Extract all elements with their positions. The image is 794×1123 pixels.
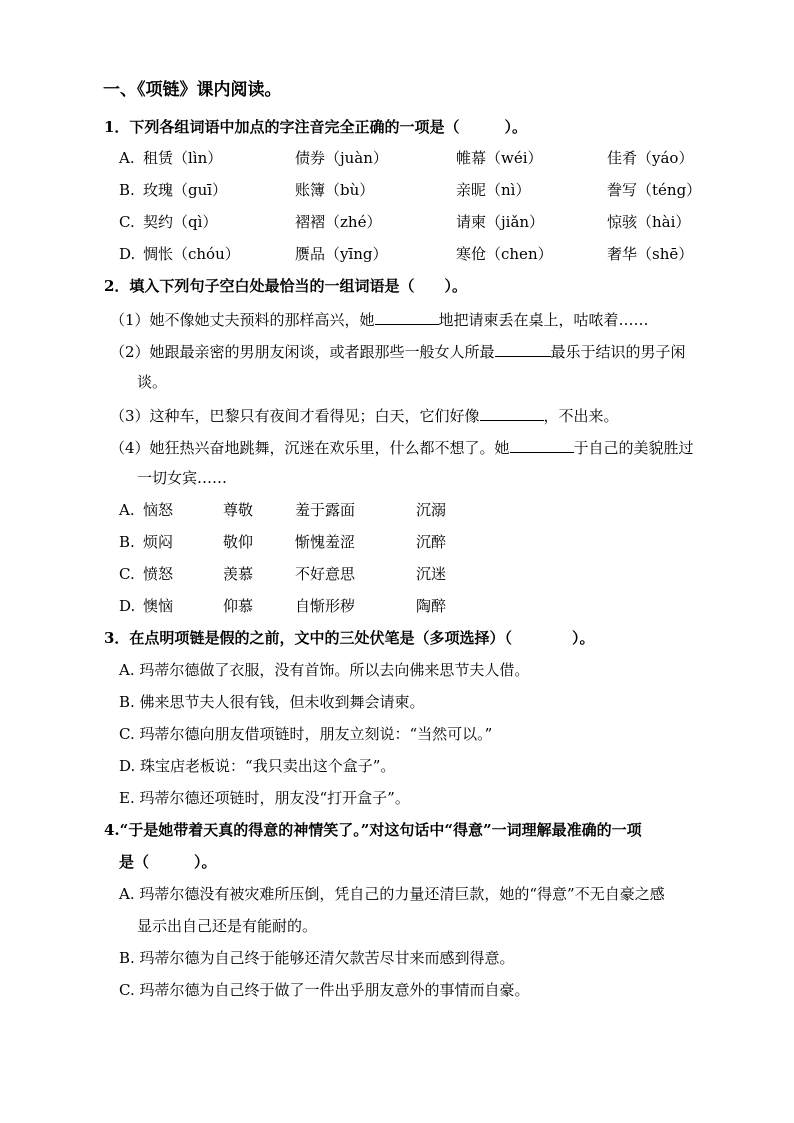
option-item: 惊骇（hài） <box>607 213 691 231</box>
q3-option-a: A. 玛蒂尔德做了衣服，没有首饰。所以去向佛来思节夫人借。 <box>119 661 530 679</box>
q3-option-d: D. 珠宝店老板说：“我只卖出这个盒子”。 <box>119 757 396 775</box>
option-item: 账簿（bù） <box>295 181 375 199</box>
q2-sentence-4 <box>110 436 694 458</box>
option-item: 奢华（shē） <box>607 245 694 263</box>
question-4-stem-cont: 是（ ）。 <box>119 853 217 871</box>
option-item: 惆怅（chóu） <box>143 245 240 263</box>
option-item: 寒伧（chen） <box>456 245 553 263</box>
option-item: 租赁（lìn） <box>143 149 223 167</box>
option-item: 誊写（téng） <box>607 181 702 199</box>
option-label: C. <box>119 565 135 583</box>
sentence-text: （2）她跟最亲密的男朋友闲谈，或者跟那些一般女人所最 <box>110 343 495 361</box>
sentence-text: （3）这种车，巴黎只有夜间才看得见；白天，它们好像 <box>110 407 480 425</box>
option-item: 债券（juàn） <box>295 149 388 167</box>
option-item: 愤怒 <box>143 565 174 583</box>
option-item: 烦闷 <box>143 533 174 551</box>
sentence-text: （1）她不像她丈夫预料的那样高兴，她 <box>110 311 375 329</box>
option-item: 恼怒 <box>143 501 174 519</box>
q3-option-c: C. 玛蒂尔德向朋友借项链时，朋友立刻说：“当然可以。” <box>119 725 493 743</box>
q4-option-c: C. 玛蒂尔德为自己终于做了一件出乎朋友意外的事情而自豪。 <box>119 981 530 999</box>
answer-blank[interactable] <box>510 436 574 453</box>
option-item: 沉醉 <box>416 533 447 551</box>
option-item: 褶褶（zhé） <box>295 213 382 231</box>
question-1-stem: 1．下列各组词语中加点的字注音完全正确的一项是（ ）。 <box>104 118 527 136</box>
q2-sentence-2 <box>110 340 686 362</box>
answer-blank[interactable] <box>375 308 439 325</box>
q2-sentence-2-cont: 谈。 <box>137 373 168 391</box>
q4-option-b: B. 玛蒂尔德为自己终于能够还清欠款苦尽甘来而感到得意。 <box>119 949 515 967</box>
option-item: 自惭形秽 <box>295 597 356 615</box>
sentence-text: 于自己的美貌胜过 <box>573 439 694 457</box>
option-item: 契约（qì） <box>143 213 218 231</box>
option-item: 佳肴（yáo） <box>607 149 694 167</box>
option-item: 尊敬 <box>223 501 254 519</box>
question-3-stem: 3．在点明项链是假的之前，文中的三处伏笔是（多项选择）（ ）。 <box>104 629 595 647</box>
option-item: 亲昵（nì） <box>456 181 531 199</box>
answer-blank[interactable] <box>480 404 544 421</box>
sentence-text: ，不出来。 <box>543 407 619 425</box>
sentence-text: 最乐于结识的男子闲 <box>550 343 686 361</box>
answer-blank[interactable] <box>495 340 551 357</box>
q2-sentence-4-cont: 一切女宾…… <box>137 469 228 487</box>
option-label: D. <box>119 597 136 615</box>
section-title: 一、《项链》课内阅读。 <box>103 80 282 100</box>
q3-option-e: E. 玛蒂尔德还项链时，朋友没“打开盒子”。 <box>119 789 410 807</box>
question-4-stem: 4.“于是她带着天真的得意的神情笑了。”对这句话中“得意”一词理解最准确的一项 <box>104 821 642 839</box>
sentence-text: （4）她狂热兴奋地跳舞，沉迷在欢乐里，什么都不想了。她 <box>110 439 510 457</box>
option-item: 请柬（jiǎn） <box>456 213 545 231</box>
option-label: B. <box>119 533 135 551</box>
option-label: A. <box>119 501 135 519</box>
q4-option-a-cont: 显示出自己还是有能耐的。 <box>137 917 318 935</box>
option-item: 仰慕 <box>223 597 254 615</box>
option-label: D. <box>119 245 136 263</box>
option-label: A. <box>119 149 135 167</box>
option-item: 沉溺 <box>416 501 447 519</box>
option-item: 懊恼 <box>143 597 174 615</box>
option-item: 玫瑰（guī） <box>143 181 228 199</box>
q2-sentence-1 <box>110 308 649 330</box>
option-item: 羞于露面 <box>295 501 356 519</box>
option-item: 陶醉 <box>416 597 447 615</box>
option-item: 帷幕（wéi） <box>456 149 543 167</box>
option-label: B. <box>119 181 135 199</box>
option-item: 羡慕 <box>223 565 254 583</box>
q2-sentence-3 <box>110 404 619 426</box>
sentence-text: 地把请柬丢在桌上，咕哝着…… <box>438 311 649 329</box>
option-item: 沉迷 <box>416 565 447 583</box>
option-item: 敬仰 <box>223 533 254 551</box>
option-item: 不好意思 <box>295 565 356 583</box>
option-label: C. <box>119 213 135 231</box>
option-item: 惭愧羞涩 <box>295 533 356 551</box>
question-2-stem: 2．填入下列句子空白处最恰当的一组词语是（ ）。 <box>104 277 467 295</box>
q3-option-b: B. 佛来思节夫人很有钱，但未收到舞会请柬。 <box>119 693 425 711</box>
option-item: 赝品（yīng） <box>295 245 388 263</box>
q4-option-a: A. 玛蒂尔德没有被灾难所压倒，凭自己的力量还清巨款，她的“得意”不无自豪之感 <box>119 885 665 903</box>
